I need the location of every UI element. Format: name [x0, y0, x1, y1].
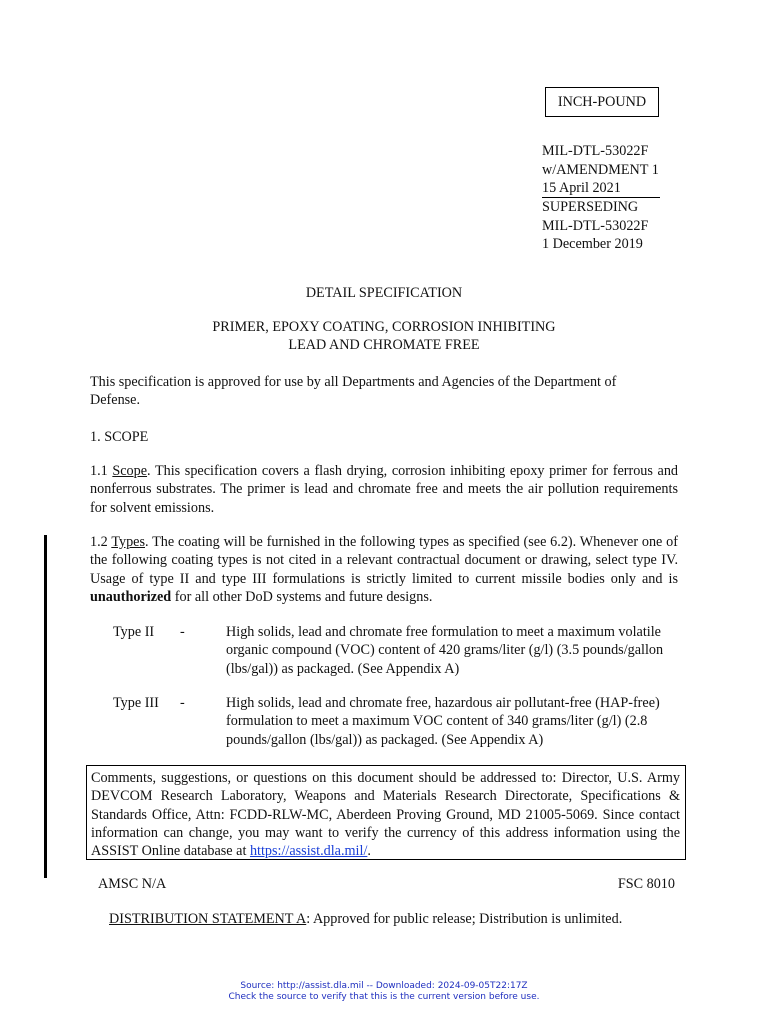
section-1-2: [90, 533, 678, 607]
spec-kind: DETAIL SPECIFICATION: [305, 285, 463, 301]
superseded-number: MIL-DTL-53022F: [542, 217, 649, 234]
footer-codes: [98, 876, 675, 893]
type-iii-entry: [113, 694, 673, 750]
distribution-statement: [109, 911, 622, 928]
source-line-2: Check the source to verify that this is the current version before use.: [228, 992, 540, 1002]
s12-number: 1.2: [90, 534, 112, 550]
superseding-label: SUPERSEDING: [542, 199, 639, 216]
notice-end: .: [367, 843, 371, 860]
document-id-block: [542, 142, 660, 254]
type-dash: -: [180, 624, 185, 640]
distribution-text: : Approved for public release; Distribution is unlimited.: [306, 911, 623, 927]
title-line-2: LEAD AND CHROMATE FREE: [288, 337, 480, 353]
type-description: High solids, lead and chromate free, hazardous air pollutant-free (HAP-free) formulation to meet a maximum VOC content of 340 grams/liter (g/l) (2.8 pounds/gallon (lbs/gal)) as packaged. (See Appendix A): [226, 695, 660, 748]
fsc-code: FSC 8010: [617, 876, 675, 892]
amsc-code: AMSC N/A: [98, 876, 167, 892]
section-1-1: [90, 462, 678, 517]
type-dash: -: [180, 695, 185, 711]
s11-title: Scope: [112, 463, 148, 479]
distribution-label: DISTRIBUTION STATEMENT A: [109, 911, 307, 927]
notice-text: Comments, suggestions, or questions on this document should be addressed to: Director, U.S. Army DEVCOM Research Laboratory, Weapons and Materials Research Directorate, Specifications & Standards Office, Attn: FCDD-RLW-MC, Aberdeen Proving Ground, MD 21005-5069. Since contact information can change, you may want to verify the currency of this address information using the ASSIST Online database at: [91, 770, 680, 860]
change-bar: [44, 535, 47, 878]
approval-statement: This specification is approved for use by all Departments and Agencies of the Department of Defense.: [90, 374, 617, 409]
s12-title: Types: [111, 534, 145, 550]
assist-link[interactable]: https://assist.dla.mil/: [249, 843, 368, 860]
amendment: w/AMENDMENT 1: [542, 161, 659, 178]
doc-number: MIL-DTL-53022F: [542, 143, 649, 159]
type-name: Type II: [113, 624, 155, 640]
source-line-1: Source: http://assist.dla.mil -- Downloaded: 2024-09-05T22:17Z: [240, 981, 528, 991]
title-line-1: PRIMER, EPOXY COATING, CORROSION INHIBITING: [212, 319, 556, 335]
doc-date: 15 April 2021: [542, 180, 660, 198]
s11-text: . This specification covers a flash drying, corrosion inhibiting epoxy primer for ferrous and nonferrous substrates. The primer is lead and chromate free and meets the air pollution requirements for solvent emissions.: [90, 463, 679, 516]
type-name: Type III: [113, 695, 159, 711]
inch-pound-stamp: INCH-POUND: [545, 87, 659, 117]
s11-number: 1.1: [90, 463, 113, 479]
comments-notice-box: [86, 765, 686, 860]
type-ii-entry: [113, 623, 673, 679]
s12-bold: unauthorized: [90, 589, 172, 606]
superseded-date: 1 December 2019: [542, 236, 643, 253]
type-description: High solids, lead and chromate free formulation to meet a maximum volatile organic compound (VOC) content of 420 grams/liter (g/l) (3.5 pounds/gallon (lbs/gal)) as packaged. (See Appendix A): [226, 624, 664, 677]
s12-text-a: . The coating will be furnished in the following types as specified (see 6.2). Whenever one of the following coating types is not cited in a relevant contractual document or drawing, select type IV. Usage of type II and type III formulations is strictly limited to current missile bodies only and is: [90, 534, 678, 587]
scope-heading: 1. SCOPE: [90, 429, 149, 445]
s12-text-b: for all other DoD systems and future designs.: [171, 589, 433, 606]
